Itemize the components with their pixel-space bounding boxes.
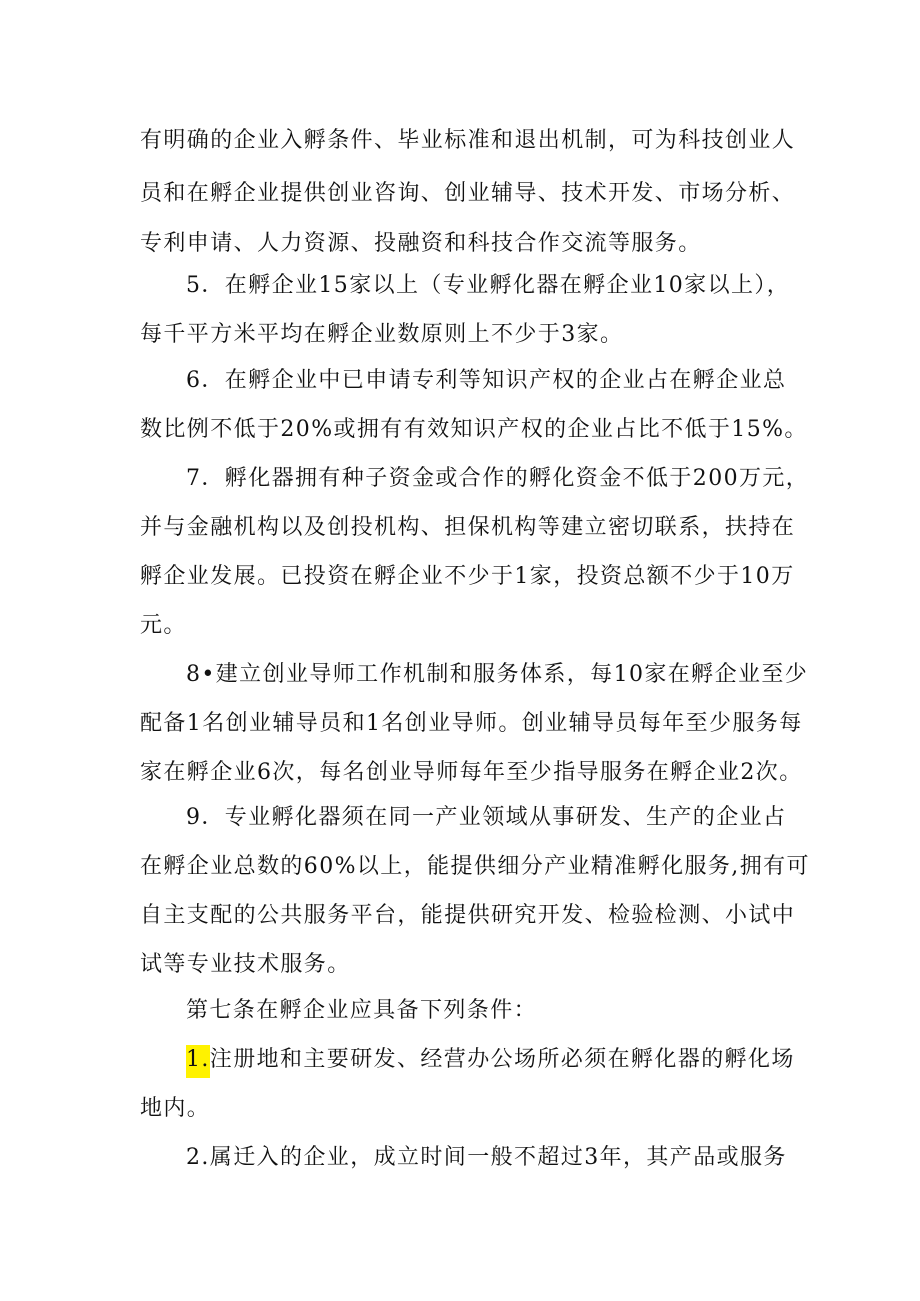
text-line: 地内。 [140, 1096, 211, 1121]
text-line: 孵企业发展。已投资在孵企业不少于1家，投资总额不少于10万 [140, 564, 795, 589]
paragraph-9-line: 9．专业孵化器须在同一产业领域从事研发、生产的企业占 [186, 805, 787, 830]
item-1-line [186, 1045, 795, 1075]
highlighted-number: 1. [186, 1045, 210, 1078]
text-line: 每千平方米平均在孵企业数原则上不少于3家。 [140, 322, 624, 347]
item-1-text: 注册地和主要研发、经营办公场所必须在孵化器的孵化场 [209, 1047, 795, 1072]
text-line: 在孵企业总数的60%以上，能提供细分产业精准孵化服务,拥有可 [140, 854, 810, 879]
paragraph-6-line: 6．在孵企业中已申请专利等知识产权的企业占在孵企业总 [186, 368, 787, 393]
text-line: 员和在孵企业提供创业咨询、创业辅导、技术开发、市场分析、 [140, 181, 796, 206]
item-2-line: 2.属迁入的企业，成立时间一般不超过3年，其产品或服务 [186, 1145, 787, 1170]
paragraph-8-line: 8•建立创业导师工作机制和服务体系，每10家在孵企业至少 [186, 662, 809, 687]
text-line: 并与金融机构以及创投机构、担保机构等建立密切联系，扶持在 [140, 515, 796, 540]
paragraph-5-line: 5．在孵企业15家以上（专业孵化器在孵企业10家以上）， [186, 273, 791, 298]
article-7-heading: 第七条在孵企业应具备下列条件： [186, 998, 538, 1023]
text-line: 有明确的企业入孵条件、毕业标准和退出机制，可为科技创业人 [140, 128, 796, 153]
paragraph-7-line: 7．孵化器拥有种子资金或合作的孵化资金不低于200万元， [186, 466, 810, 491]
text-line: 试等专业技术服务。 [140, 952, 351, 977]
text-line: 元。 [140, 613, 187, 638]
text-line: 专利申请、人力资源、投融资和科技合作交流等服务。 [140, 231, 702, 256]
text-line: 配备1名创业辅导员和1名创业导师。创业辅导员每年至少服务每 [140, 711, 803, 736]
text-line: 自主支配的公共服务平台，能提供研究开发、检验检测、小试中 [140, 903, 796, 928]
text-line: 家在孵企业6次，每名创业导师每年至少指导服务在孵企业2次。 [140, 760, 803, 785]
text-line: 数比例不低于20%或拥有有效知识产权的企业占比不低于15%。 [140, 417, 808, 442]
